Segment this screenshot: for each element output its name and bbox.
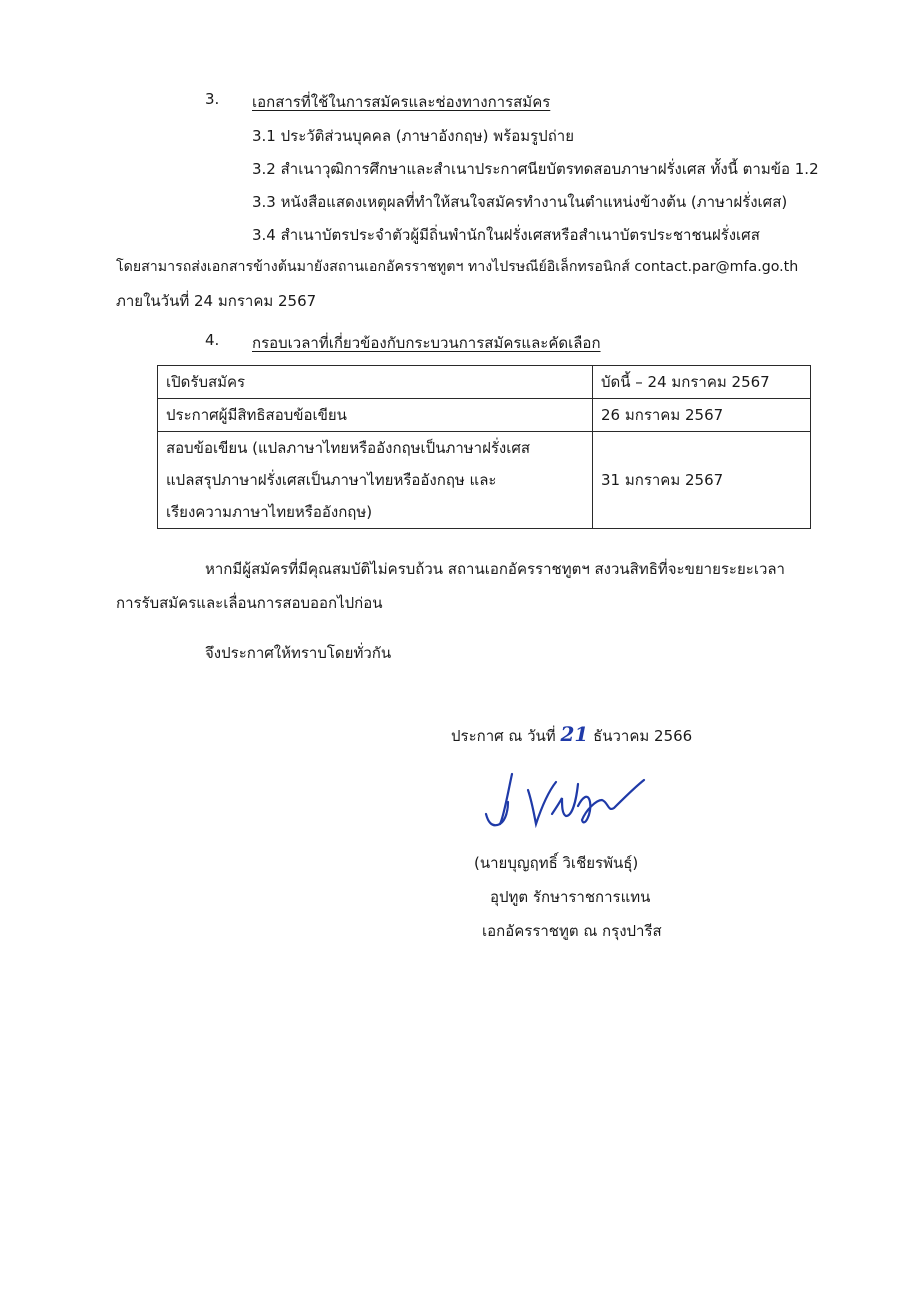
announcement-prefix: ประกาศ ณ วันที่ [451, 727, 556, 745]
event-text: ประกาศผู้มีสิทธิสอบข้อเขียน [166, 406, 347, 424]
event-text: เรียงความภาษาไทยหรืออังกฤษ) [166, 503, 373, 521]
timeline-table [157, 365, 811, 529]
section4-heading: กรอบเวลาที่เกี่ยวข้องกับกระบวนการสมัครและคัดเลือก [252, 334, 601, 352]
signatory-position: เอกอัครราชทูต ณ กรุงปารีส [482, 922, 662, 940]
event-text: เปิดรับสมัคร [166, 373, 246, 391]
handwritten-day: 21 [560, 722, 589, 746]
section3-item-4: 3.4 สำเนาบัตรประจำตัวผู้มีถิ่นพำนักในฝรั่งเศสหรือสำเนาบัตรประชาชนฝรั่งเศส [252, 226, 760, 244]
announcement-suffix: ธันวาคม 2566 [593, 727, 693, 745]
notice-line-2: การรับสมัครและเลื่อนการสอบออกไปก่อน [116, 594, 383, 612]
event-text: สอบข้อเขียน (แปลภาษาไทยหรืออังกฤษเป็นภาษาฝรั่งเศส [166, 439, 531, 457]
date-cell: 31 มกราคม 2567 [593, 432, 811, 529]
event-cell [158, 399, 593, 432]
signatory-name: (นายบุญฤทธิ์ วิเชียรพันธุ์) [474, 854, 639, 872]
event-text: แปลสรุปภาษาฝรั่งเศสเป็นภาษาไทยหรืออังกฤษ และ [166, 471, 497, 489]
table-row [158, 399, 811, 432]
announcement-date [451, 722, 692, 748]
section3-number: 3. [205, 90, 220, 108]
section3-heading: เอกสารที่ใช้ในการสมัครและช่องทางการสมัคร [252, 93, 551, 111]
event-cell [158, 366, 593, 399]
section3-item-3: 3.3 หนังสือแสดงเหตุผลที่ทำให้สนใจสมัครทำงานในตำแหน่งข้างต้น (ภาษาฝรั่งเศส) [252, 193, 788, 211]
section3-item-1: 3.1 ประวัติส่วนบุคคล (ภาษาอังกฤษ) พร้อมรูปถ่าย [252, 127, 574, 145]
submission-line-1: โดยสามารถส่งเอกสารข้างต้นมายังสถานเอกอัครราชทูตฯ ทางไปรษณีย์อิเล็กทรอนิกส์ contact.par@mfa.go.th [116, 259, 799, 275]
notice-line-1: หากมีผู้สมัครที่มีคุณสมบัติไม่ครบถ้วน สถานเอกอัครราชทูตฯ สงวนสิทธิที่จะขยายระยะเวลา [205, 560, 785, 578]
handwritten-signature [478, 762, 648, 842]
date-cell: 26 มกราคม 2567 [593, 399, 811, 432]
closing-line: จึงประกาศให้ทราบโดยทั่วกัน [205, 644, 392, 662]
table-row [158, 366, 811, 399]
section3-item-2: 3.2 สำเนาวุฒิการศึกษาและสำเนาประกาศนียบัตรทดสอบภาษาฝรั่งเศส ทั้งนี้ ตามข้อ 1.2 [252, 160, 819, 178]
event-cell [158, 432, 593, 529]
signatory-title: อุปทูต รักษาราชการแทน [490, 888, 651, 906]
date-cell: บัดนี้ – 24 มกราคม 2567 [593, 366, 811, 399]
submission-line-2: ภายในวันที่ 24 มกราคม 2567 [116, 292, 317, 310]
section4-number: 4. [205, 331, 220, 349]
table-row [158, 432, 811, 529]
